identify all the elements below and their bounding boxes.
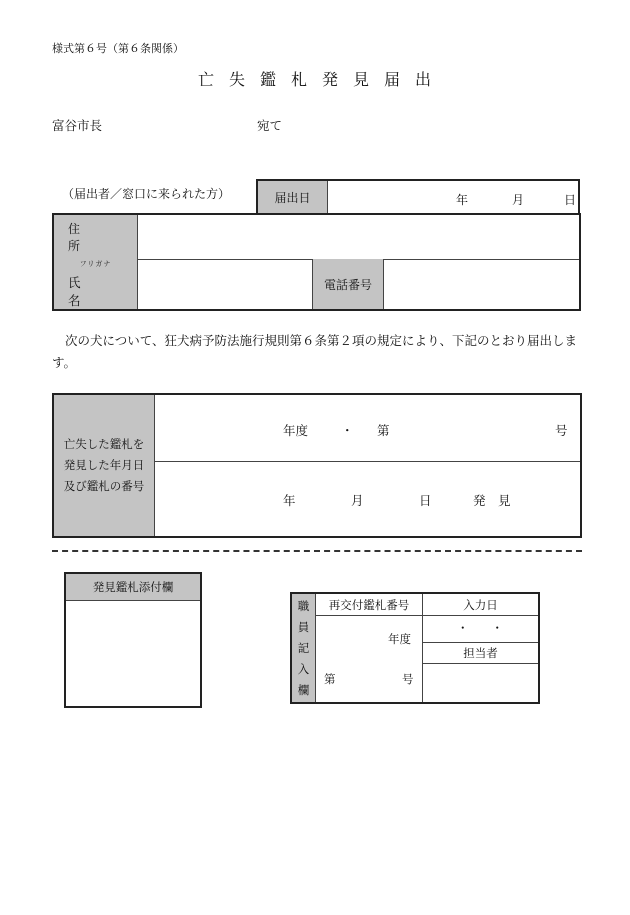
number-prefix: 第 — [377, 423, 390, 438]
tag-info-label: 亡失した鑑札を 発見した年月日 及び鑑札の番号 — [54, 395, 155, 536]
found-year-unit: 年 — [283, 493, 296, 508]
applicant-note: （届出者／窓口に来られた方） — [62, 187, 231, 201]
name-row — [54, 259, 579, 309]
tag-attach-box — [64, 572, 202, 708]
cut-line — [52, 550, 582, 552]
name-label-text: 氏 名 — [68, 275, 122, 308]
address-row — [54, 215, 579, 260]
reissue-label: 再交付鑑札番号 — [316, 594, 422, 616]
person-label: 担当者 — [423, 642, 538, 664]
tag-attach-heading: 発見鑑札添付欄 — [66, 574, 200, 601]
date-year-unit: 年 — [456, 193, 469, 207]
input-date-dots: ・ ・ — [457, 621, 503, 635]
address-field[interactable] — [138, 215, 579, 259]
applicant-table — [52, 213, 581, 311]
input-date-field[interactable] — [423, 615, 538, 643]
reissue-number-prefix: 第 — [324, 672, 336, 686]
addressee: 富谷市長 — [52, 118, 103, 133]
form-number: 様式第６号（第６条関係） — [52, 42, 184, 55]
reissue-field[interactable] — [316, 615, 422, 702]
found-label: 発 見 — [473, 493, 511, 508]
phone-label: 電話番号 — [313, 259, 384, 309]
tag-number-row[interactable] — [155, 395, 580, 462]
name-field[interactable] — [138, 259, 313, 309]
address-label: 住 所 — [54, 215, 138, 259]
person-field[interactable] — [423, 663, 538, 702]
reissue-fiscal-year: 年度 — [388, 632, 411, 646]
filing-date-box — [256, 179, 580, 214]
staff-entry-table — [290, 592, 540, 704]
number-suffix: 号 — [555, 423, 568, 438]
date-day-unit: 日 — [564, 193, 577, 207]
tag-attach-area[interactable] — [66, 601, 200, 707]
filing-date-field[interactable] — [328, 181, 578, 214]
document-title: 亡失鑑札発見届出 — [197, 70, 446, 89]
tag-info-body — [155, 395, 580, 536]
filing-date-label: 届出日 — [258, 181, 328, 214]
date-month-unit: 月 — [512, 193, 525, 207]
fiscal-year-unit: 年度 — [283, 423, 309, 438]
input-date-label: 入力日 — [423, 594, 538, 616]
staff-entry-label: 職 員 記 入 欄 — [292, 594, 316, 702]
reissue-number-suffix: 号 — [402, 672, 414, 686]
found-day-unit: 日 — [419, 493, 432, 508]
addressee-suffix: 宛て — [257, 118, 283, 133]
phone-field[interactable] — [384, 259, 579, 309]
tag-info-table — [52, 393, 582, 538]
found-date-row[interactable] — [155, 461, 580, 536]
reissue-column — [316, 594, 423, 702]
statement-text: 次の犬について、狂犬病予防法施行規則第６条第２項の規定により、下記のとおり届出します。 — [52, 333, 578, 370]
input-column — [423, 594, 538, 702]
name-label — [54, 259, 138, 309]
found-month-unit: 月 — [351, 493, 364, 508]
furigana-label: フリガナ — [79, 260, 112, 268]
separator-dot: ・ — [341, 423, 354, 438]
